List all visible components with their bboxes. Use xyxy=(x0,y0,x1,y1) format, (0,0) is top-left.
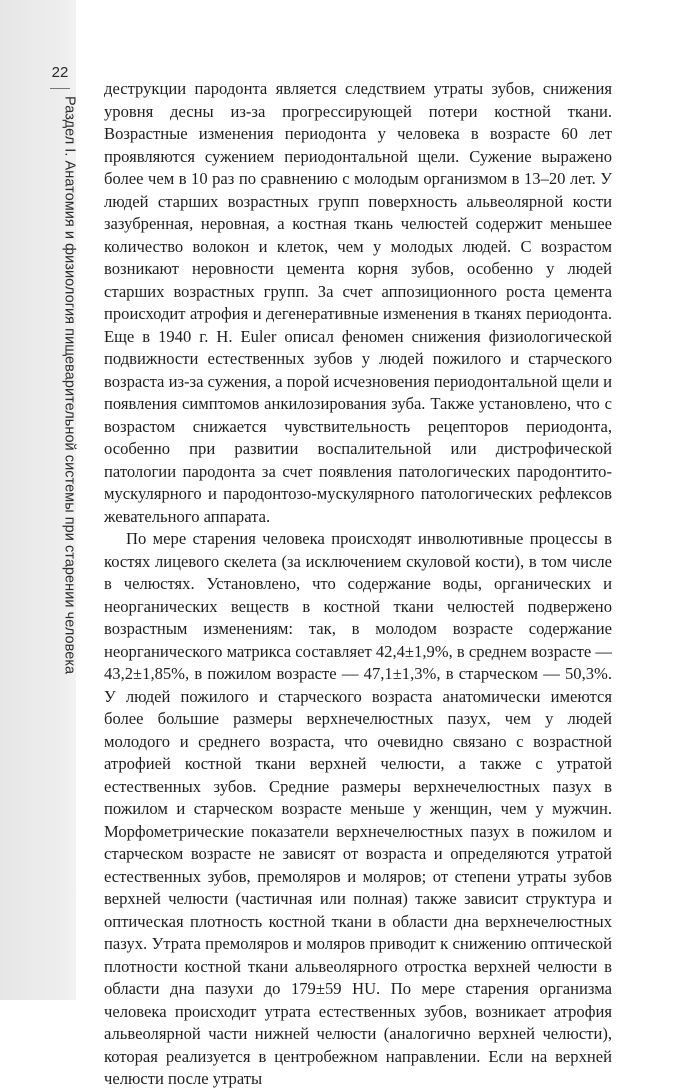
body-text xyxy=(104,78,612,1091)
paragraph: По мере старения человека происходят инволютивные процессы в костях лицевого скелета (за исключением скуловой кости), в том числе в челюстях. Установлено, что содержание воды, органических и неорганических веществ в костной ткани челюстей подвержено возрастным изменениям: так, в молодом возрасте содержание неорганического матрикса составляет 42,4±1,9%, в среднем возрасте — 43,2±1,85%, в пожилом возрасте — 47,1±1,3%, в старческом — 50,3%. У людей пожилого и старческого возраста анатомически имеются более большие размеры верхнечелюстных пазух, чем у людей молодого и среднего возраста, что очевидно связано с возрастной атрофией костной ткани верхней челюсти, а также с утратой естественных зубов. Средние размеры верхнечелюстных пазух в пожилом и старческом возрасте меньше у женщин, чем у мужчин. Морфометрические показатели верхнечелюстных пазух в пожилом и старческом возрасте не зависят от возраста и определяются утратой естественных зубов, премоляров и моляров; от степени утраты зубов верхней челюсти (частичная или полная) также зависит структура и оптическая плотность костной ткани в области дна верхнечелюстных пазух. Утрата премоляров и моляров приводит к снижению оптической плотности костной ткани альвеолярного отростка верхней челюсти в области дна пазухи до 179±59 HU. По мере старения организма человека происходит утрата естественных зубов, возникает атрофия альвеолярной части нижней челюсти (аналогично верхней челюсти), которая реализуется в центробежном направлении. Если на верхней челюсти после утраты xyxy=(104,529,612,1088)
page-number-divider xyxy=(50,88,70,89)
page-number: 22 xyxy=(51,64,69,81)
page-margin-band xyxy=(0,0,76,1000)
paragraph-continued: деструкции пародонта является следствием утраты зубов, снижения уровня десны из-за прогрессирующей потери костной ткани. Возрастные изменения периодонта у человека в возрасте 60 лет проявляются сужением периодонтальной щели. Сужение выражено более чем в 10 раз по сравнению с молодым организмом в 13–20 лет. У людей старших возрастных групп поверхность альвеолярной кости зазубренная, неровная, а костная ткань челюстей содержит меньшее количество волокон и клеток, чем у молодых людей. С возрастом возникают неровности цемента корня зубов, особенно у людей старших возрастных групп. За счет аппозиционного роста цемента происходит атрофия и дегенеративные изменения в тканях периодонта. Еще в 1940 г. H. Euler описал феномен снижения физиологической подвижности естественных зубов у людей пожилого и старческого возраста из-за сужения, а порой исчезновения периодонтальной щели и появления симптомов анкилозирования зуба. Также установлено, что с возрастом снижается чувствительность рецепторов периодонта, особенно при развитии воспалительной или дистрофической патологии пародонта за счет появления патологических пародонтито-мускулярного и пародонтозо-мускулярного патологических рефлексов жевательного аппарата. xyxy=(104,79,612,526)
running-head: Раздел I. Анатомия и физиология пищеварительной системы при старении человека xyxy=(61,96,78,675)
